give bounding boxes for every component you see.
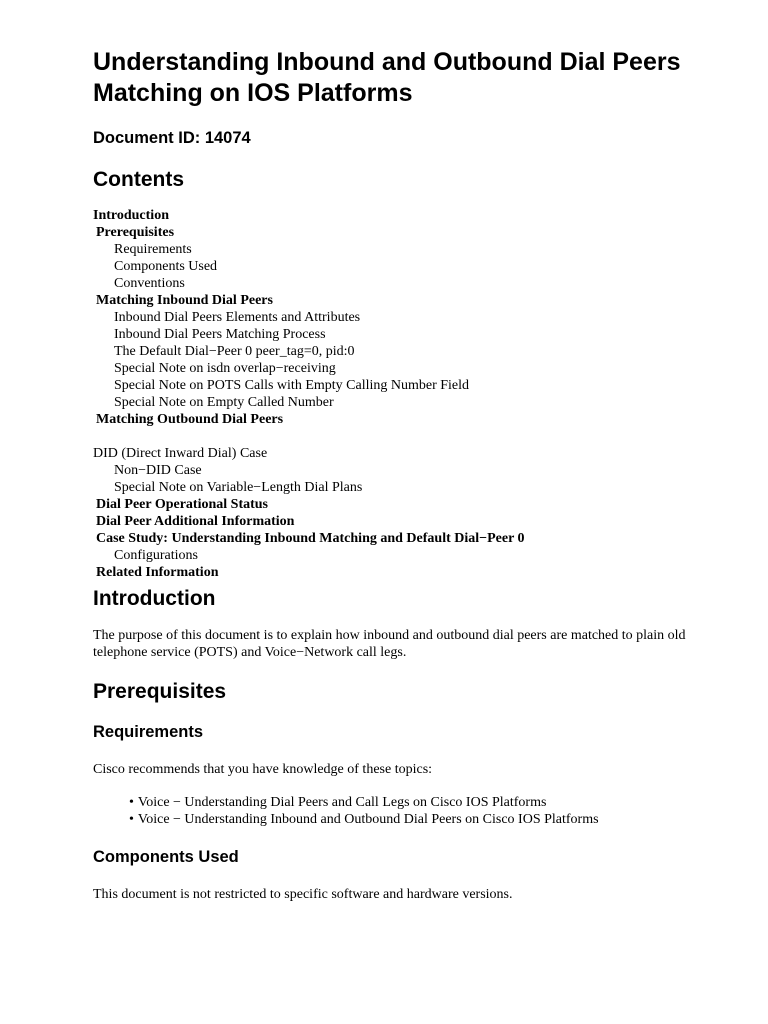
- components-used-heading: Components Used: [93, 848, 239, 866]
- requirements-heading: Requirements: [93, 723, 204, 741]
- toc-item[interactable]: Inbound Dial Peers Matching Process: [114, 327, 326, 342]
- requirements-list: [129, 795, 599, 828]
- toc-item[interactable]: DID (Direct Inward Dial) Case: [93, 446, 268, 461]
- document-id: Document ID: 14074: [93, 129, 251, 147]
- requirements-paragraph: Cisco recommends that you have knowledge of these topics:: [93, 762, 433, 777]
- toc-item[interactable]: Requirements: [114, 242, 192, 257]
- toc-item[interactable]: Conventions: [114, 276, 185, 291]
- toc-item[interactable]: The Default Dial−Peer 0 peer_tag=0, pid:0: [114, 344, 355, 359]
- toc-item[interactable]: Special Note on Empty Called Number: [114, 395, 334, 410]
- table-of-contents: [93, 207, 743, 581]
- toc-item[interactable]: Dial Peer Additional Information: [96, 514, 295, 529]
- contents-heading: Contents: [93, 168, 184, 191]
- toc-item[interactable]: Configurations: [114, 548, 198, 563]
- requirement-item-text: Voice − Understanding Dial Peers and Call Legs on Cisco IOS Platforms: [137, 795, 547, 810]
- components-used-paragraph: This document is not restricted to specific software and hardware versions.: [93, 887, 513, 902]
- toc-item[interactable]: Prerequisites: [96, 225, 175, 240]
- toc-item[interactable]: Related Information: [96, 565, 219, 580]
- toc-item[interactable]: Components Used: [114, 259, 218, 274]
- toc-item[interactable]: Matching Inbound Dial Peers: [96, 293, 273, 308]
- bullet-icon: •: [129, 795, 134, 810]
- bullet-icon: •: [129, 811, 134, 827]
- toc-item[interactable]: Inbound Dial Peers Elements and Attributes: [114, 310, 361, 325]
- toc-item[interactable]: Non−DID Case: [114, 463, 202, 478]
- toc-item[interactable]: Matching Outbound Dial Peers: [96, 412, 284, 427]
- list-item: [129, 812, 599, 829]
- document-title-line-1: Understanding Inbound and Outbound Dial Peers: [93, 48, 681, 76]
- list-item: [129, 795, 599, 812]
- toc-item[interactable]: Special Note on isdn overlap−receiving: [114, 361, 336, 376]
- requirement-item-text: Voice − Understanding Inbound and Outbound Dial Peers on Cisco IOS Platforms: [137, 811, 599, 827]
- toc-item[interactable]: Dial Peer Operational Status: [96, 497, 269, 512]
- introduction-heading: Introduction: [93, 587, 216, 610]
- document-title: [93, 47, 743, 109]
- introduction-paragraph: The purpose of this document is to explain how inbound and outbound dial peers are matched to plain old telephone service (POTS) and Voice−Network call legs.: [93, 628, 686, 660]
- toc-spacer: [93, 428, 743, 445]
- toc-item[interactable]: Special Note on POTS Calls with Empty Calling Number Field: [114, 378, 470, 393]
- document-title-line-2: Matching on IOS Platforms: [93, 79, 413, 107]
- toc-item[interactable]: Special Note on Variable−Length Dial Plans: [114, 480, 363, 495]
- toc-item[interactable]: Introduction: [93, 208, 169, 223]
- prerequisites-heading: Prerequisites: [93, 680, 227, 703]
- toc-item[interactable]: Case Study: Understanding Inbound Matching and Default Dial−Peer 0: [96, 531, 525, 546]
